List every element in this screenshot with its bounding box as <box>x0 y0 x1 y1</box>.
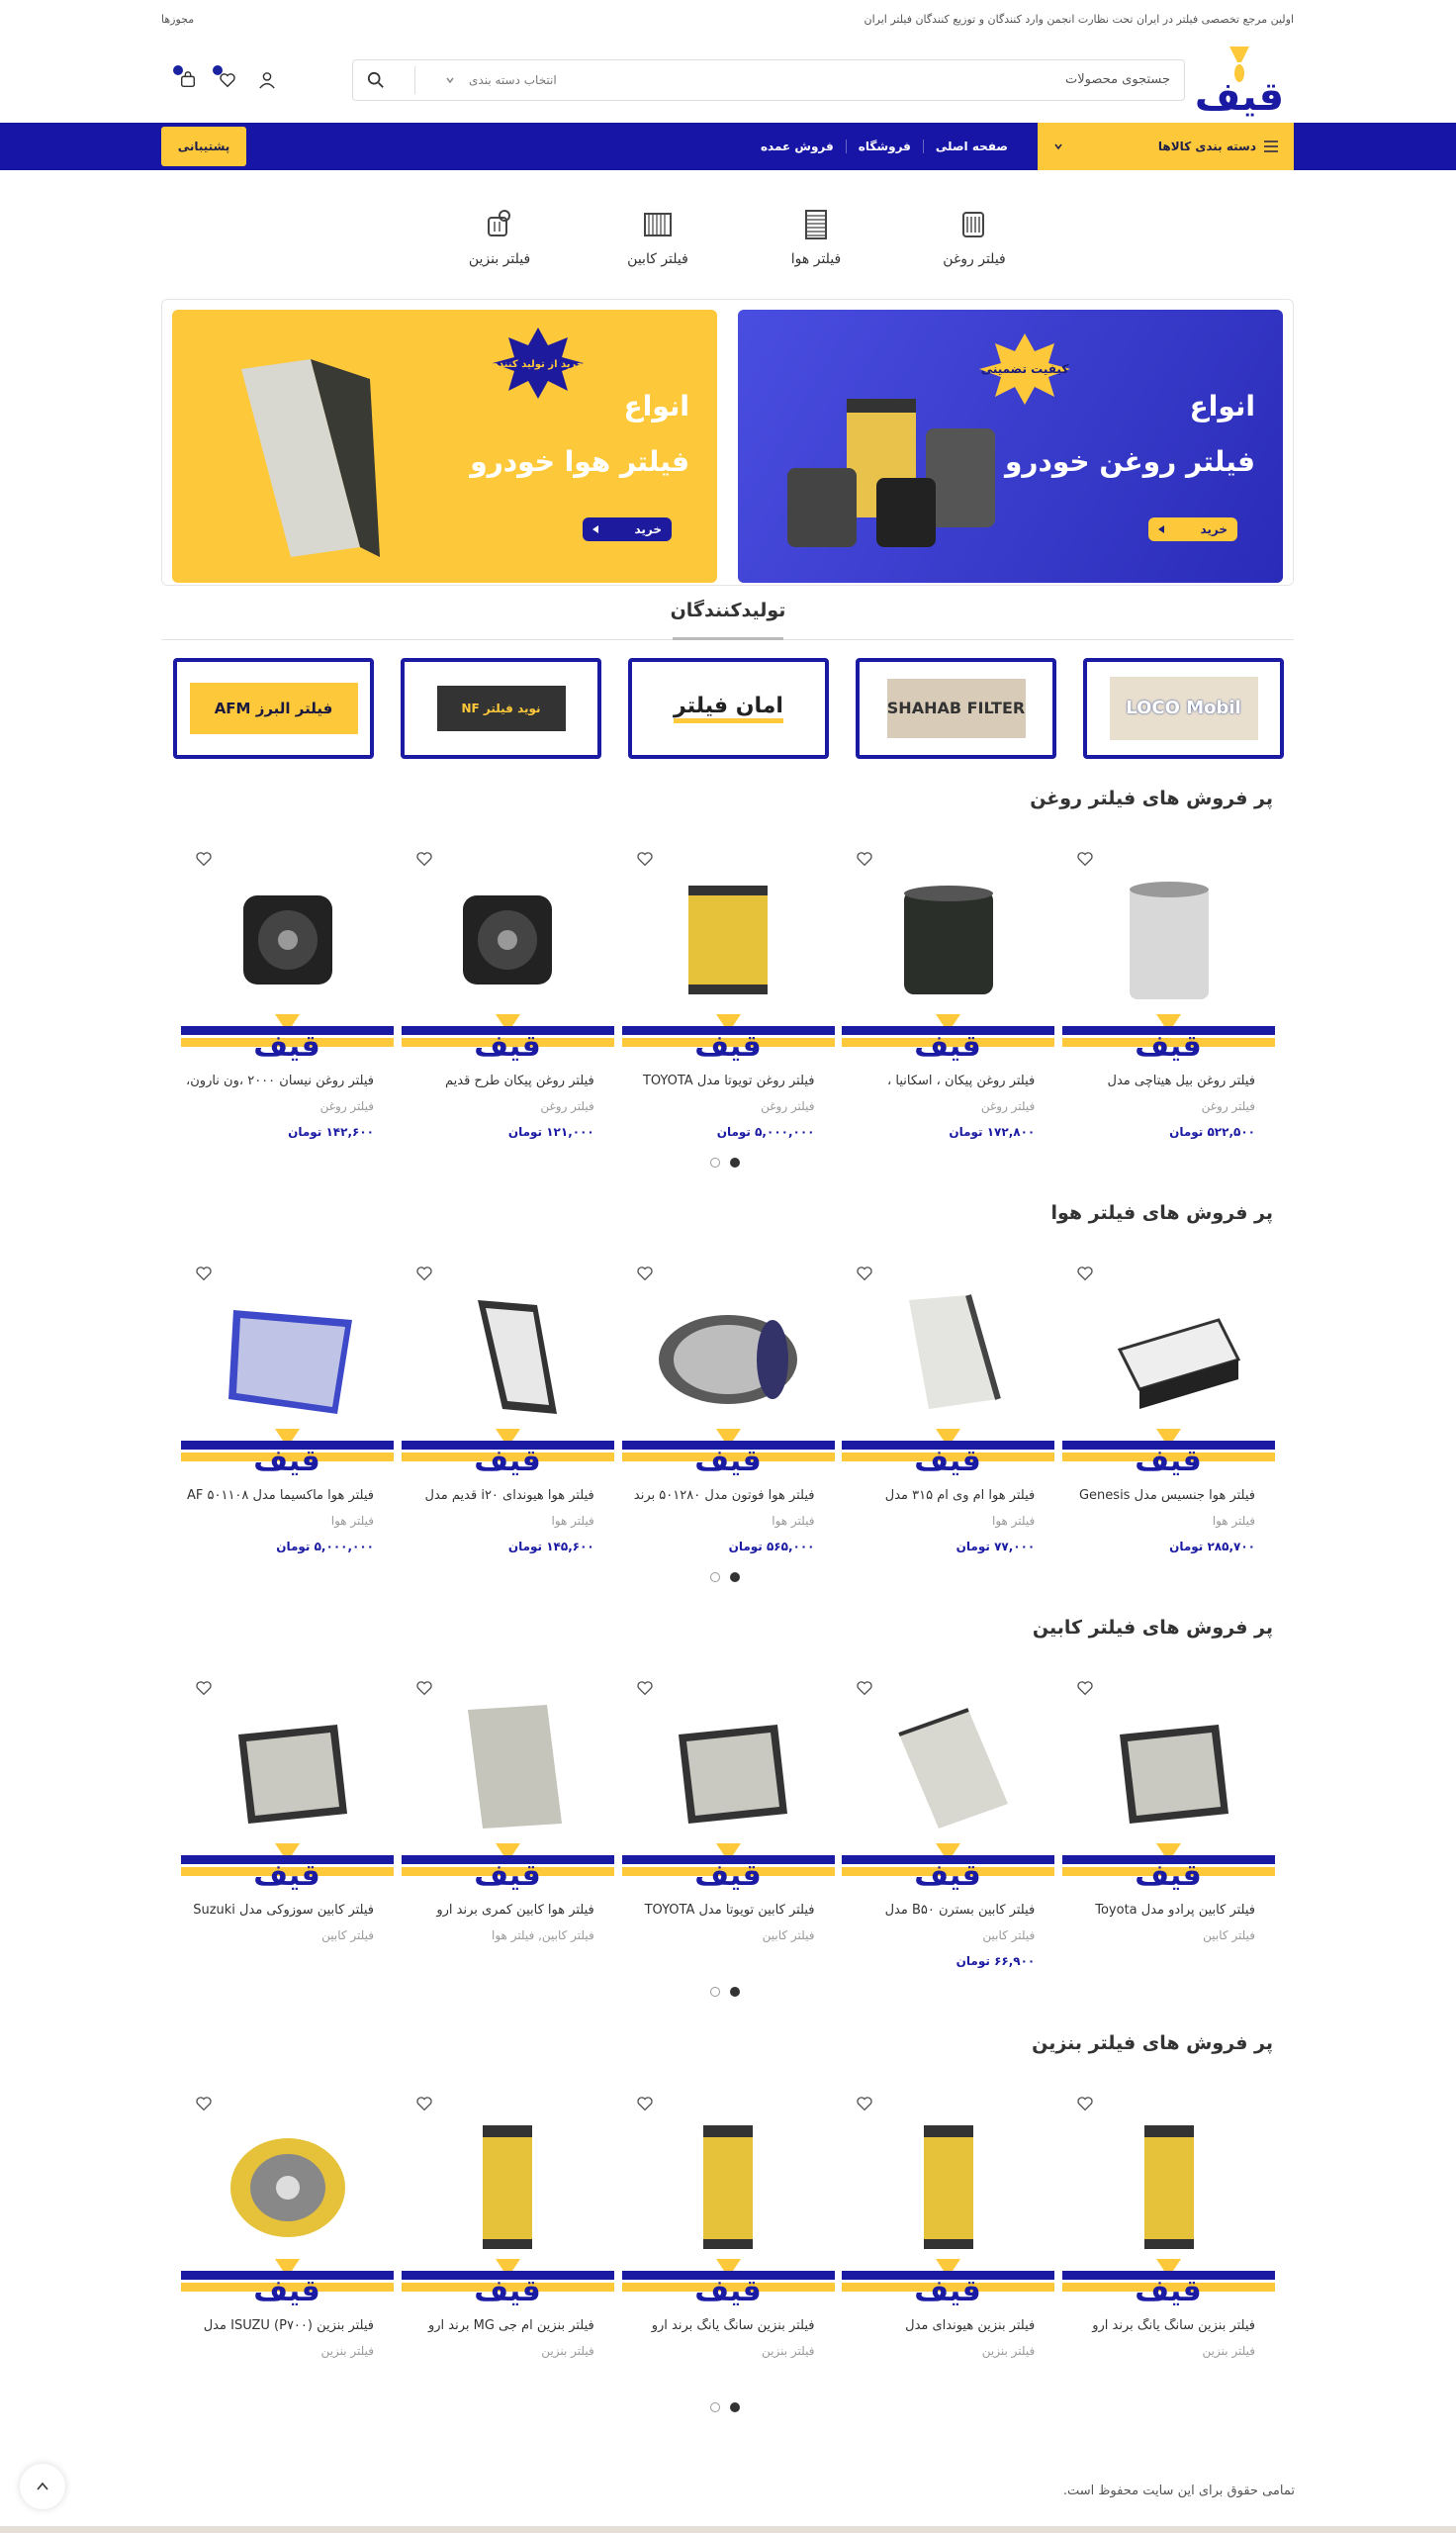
product-image[interactable] <box>842 1280 1054 1429</box>
search-input[interactable]: جستجوی محصولات <box>1065 72 1170 87</box>
product-category[interactable]: فیلتر بنزین <box>320 2344 374 2358</box>
product-category[interactable]: فیلتر بنزین <box>762 2344 815 2358</box>
product-row <box>181 1665 1275 2002</box>
carousel-dots[interactable] <box>710 2402 740 2412</box>
producer-badge-icon <box>489 324 588 403</box>
svg-text:قیف: قیف <box>473 1858 541 1891</box>
product-category[interactable]: فیلتر بنزین <box>541 2344 594 2358</box>
brand-strip-image <box>622 1012 835 1062</box>
product-image[interactable] <box>842 866 1054 1014</box>
brand-nf[interactable]: نوید فیلتر NF <box>401 658 601 759</box>
product-image[interactable] <box>181 866 394 1014</box>
section-title: پر فروش های فیلتر هوا <box>1050 1202 1273 1224</box>
banner-area <box>161 299 1294 586</box>
brand-afm[interactable]: فیلتر البرز AFM <box>173 658 374 759</box>
carousel-dot[interactable] <box>730 1158 740 1168</box>
product-card[interactable] <box>1062 1665 1275 2002</box>
product-row <box>181 836 1275 1173</box>
category-oil-filter[interactable]: فیلتر روغن <box>920 208 1029 267</box>
product-card[interactable] <box>1062 1251 1275 1587</box>
chevron-up-icon <box>36 2480 49 2493</box>
brand-strip-image <box>842 2257 1054 2306</box>
product-row <box>181 1251 1275 1587</box>
svg-text:کیفیت تضمینی: کیفیت تضمینی <box>980 362 1069 376</box>
product-card[interactable] <box>842 1665 1054 2002</box>
svg-text:قیف: قیف <box>693 1029 762 1062</box>
product-price: ۶۶,۹۰۰ تومان <box>956 1954 1036 1968</box>
svg-text:قیف: قیف <box>473 1444 541 1476</box>
product-category[interactable]: فیلتر روغن <box>980 1099 1036 1113</box>
nav-home[interactable]: صفحه اصلی <box>923 140 1020 153</box>
cabin-filter-icon <box>641 208 675 241</box>
air-filter-icon <box>799 208 833 241</box>
product-name[interactable]: فیلتر هوا ام وی ام ۳۱۵ مدل <box>884 1488 1036 1503</box>
product-name[interactable]: فیلتر کابین سوزوکی مدل Suzuki <box>193 1903 374 1918</box>
product-image[interactable] <box>842 1695 1054 1843</box>
svg-text:قیف: قیف <box>914 1444 982 1476</box>
product-price: ۵,۰۰۰,۰۰۰ تومان <box>276 1540 374 1553</box>
product-price: ۱۲۱,۰۰۰ تومان <box>507 1125 594 1139</box>
svg-text:قیف: قیف <box>1135 1858 1202 1891</box>
brand-strip-image <box>622 1841 835 1891</box>
product-category[interactable]: فیلتر روغن <box>319 1099 374 1113</box>
product-name[interactable]: فیلتر روغن پیکان طرح قدیم <box>444 1074 594 1088</box>
carousel-dot[interactable] <box>710 2402 720 2412</box>
product-category[interactable]: فیلتر کابین <box>1203 1928 1255 1942</box>
product-price: ۱۴۵,۶۰۰ تومان <box>507 1540 594 1553</box>
banner-line1: انواع <box>623 390 689 422</box>
header <box>161 38 1294 122</box>
oil-filter-icon <box>957 208 991 241</box>
carousel-dot[interactable] <box>730 2402 740 2412</box>
product-card[interactable] <box>402 1665 614 2002</box>
brand-strip-image <box>1062 1841 1275 1891</box>
product-image[interactable] <box>402 1280 614 1429</box>
nav-wholesale[interactable]: فروش عمده <box>760 140 834 153</box>
product-category[interactable]: فیلتر کابین <box>982 1928 1036 1942</box>
svg-text:قیف: قیف <box>914 1858 982 1891</box>
support-button[interactable]: پشتیبانی <box>161 127 246 166</box>
product-price: ۱۷۲,۸۰۰ تومان <box>949 1125 1036 1139</box>
brand-strip-image <box>181 1427 394 1476</box>
carousel-dot[interactable] <box>730 1572 740 1582</box>
main-nav <box>0 123 1456 170</box>
product-card[interactable] <box>181 1251 394 1587</box>
svg-text:قیف: قیف <box>473 2274 541 2306</box>
product-name[interactable]: فیلتر روغن تویوتا مدل TOYOTA <box>642 1074 815 1088</box>
search-icon[interactable] <box>367 71 385 89</box>
category-fuel-filter[interactable]: فیلتر بنزین <box>445 208 554 267</box>
product-category[interactable]: فیلتر هوا <box>772 1514 815 1528</box>
category-menu-button[interactable]: دسته بندی کالاها <box>1038 123 1294 170</box>
product-name[interactable]: فیلتر هوا ماکسیما مدل AF ۵۰۱۱۰۸ <box>187 1488 374 1503</box>
svg-text:خرید از تولید کننده: خرید از تولید کننده <box>493 359 584 370</box>
svg-text:قیف: قیف <box>1135 1029 1202 1062</box>
banner-buy-button[interactable]: خرید <box>1148 517 1237 541</box>
brand-strip-image <box>842 1427 1054 1476</box>
air-filter-image <box>222 349 390 567</box>
product-category[interactable]: فیلتر کابین, فیلتر هوا <box>492 1928 594 1942</box>
category-row <box>445 208 1029 267</box>
product-image[interactable] <box>181 1280 394 1429</box>
carousel-dots[interactable] <box>710 1987 740 1997</box>
brand-strip-image <box>622 1427 835 1476</box>
svg-text:قیف: قیف <box>693 1444 762 1476</box>
product-name[interactable]: فیلتر روغن بیل هیتاچی مدل <box>1107 1074 1255 1088</box>
brand-strip-image <box>402 1841 614 1891</box>
brands-row <box>173 658 1284 759</box>
product-card[interactable] <box>842 1251 1054 1587</box>
svg-text:قیف: قیف <box>1194 73 1285 120</box>
nav-shop[interactable]: فروشگاه <box>846 140 923 153</box>
product-card[interactable] <box>181 1665 394 2002</box>
tagline: اولین مرجع تخصصی فیلتر در ایران تحت نظارت انجمن وارد کنندگان و توزیع کنندگان فیلتر ایران <box>864 12 1294 26</box>
product-card[interactable] <box>842 836 1054 1173</box>
svg-text:قیف: قیف <box>253 1029 320 1062</box>
licenses-link[interactable]: مجوزها <box>161 12 195 26</box>
product-price: ۲۸۵,۷۰۰ تومان <box>1169 1540 1255 1553</box>
product-category[interactable]: فیلتر هوا <box>330 1514 374 1528</box>
product-image[interactable] <box>402 866 614 1014</box>
site-logo[interactable] <box>1185 41 1294 120</box>
product-category[interactable]: فیلتر کابین <box>321 1928 374 1942</box>
brand-strip-image <box>1062 1427 1275 1476</box>
product-name[interactable]: فیلتر بنزین هیوندای مدل <box>905 2318 1036 2333</box>
category-air-filter[interactable]: فیلتر هوا <box>762 208 870 267</box>
chevron-down-icon <box>445 75 455 85</box>
product-name[interactable]: فیلتر هوا کابین کمری برند آرو <box>436 1903 594 1918</box>
brand-strip-image <box>181 2257 394 2306</box>
product-image[interactable] <box>1062 2111 1275 2259</box>
svg-text:قیف: قیف <box>914 2274 982 2306</box>
brand-strip-image <box>1062 2257 1275 2306</box>
brand-strip-image <box>402 1012 614 1062</box>
fuel-filter-icon <box>483 208 516 241</box>
product-category[interactable]: فیلتر هوا <box>1212 1514 1255 1528</box>
svg-text:قیف: قیف <box>253 2274 320 2306</box>
product-name[interactable]: فیلتر روغن پیکان ، اسکانیا ، <box>887 1074 1036 1088</box>
banner-line2: فیلتر هوا خودرو <box>470 445 689 478</box>
section-title: پر فروش های فیلتر بنزین <box>1032 2032 1273 2054</box>
product-price: ۵,۰۰۰,۰۰۰ تومان <box>716 1125 815 1139</box>
product-image[interactable] <box>181 1695 394 1843</box>
product-category[interactable]: فیلتر بنزین <box>1202 2344 1255 2358</box>
carousel-dots[interactable] <box>710 1572 740 1582</box>
product-name[interactable]: فیلتر کابین تویوتا مدل TOYOTA <box>644 1903 815 1918</box>
product-image[interactable] <box>181 2111 394 2259</box>
chevron-down-icon <box>1053 141 1063 151</box>
svg-text:قیف: قیف <box>1135 2274 1202 2306</box>
carousel-dot[interactable] <box>710 1158 720 1168</box>
menu-icon <box>1264 141 1278 152</box>
carousel-dot[interactable] <box>730 1987 740 1997</box>
product-name[interactable]: فیلتر کابین بسترن B۵۰ مدل <box>884 1903 1036 1918</box>
product-image[interactable] <box>1062 1280 1275 1429</box>
brand-strip-image <box>181 1841 394 1891</box>
category-cabin-filter[interactable]: فیلتر کابین <box>603 208 712 267</box>
brand-loco[interactable]: LOCO Mobil <box>1083 658 1284 759</box>
product-image[interactable] <box>622 1280 835 1429</box>
product-card[interactable] <box>622 836 835 1173</box>
brand-aman[interactable]: امان فیلتر <box>628 658 829 759</box>
svg-text:قیف: قیف <box>693 1858 762 1891</box>
product-category[interactable]: فیلتر روغن <box>1201 1099 1255 1113</box>
section-title: پر فروش های فیلتر روغن <box>1030 788 1273 809</box>
product-name[interactable]: فیلتر بنزین سانگ یانگ برند آرو <box>651 2318 815 2333</box>
product-name[interactable]: فیلتر بنزین ISUZU (P۷۰۰) مدل <box>203 2318 374 2333</box>
category-select[interactable]: انتخاب دسته بندی <box>445 73 557 87</box>
carousel-dot[interactable] <box>710 1987 720 1997</box>
brand-strip-image <box>181 1012 394 1062</box>
svg-text:قیف: قیف <box>253 1858 320 1891</box>
product-image[interactable] <box>1062 866 1275 1014</box>
product-category[interactable]: فیلتر هوا <box>992 1514 1036 1528</box>
product-price: ۱۴۲,۶۰۰ تومان <box>288 1125 374 1139</box>
brand-strip-image <box>402 2257 614 2306</box>
product-card[interactable] <box>1062 836 1275 1173</box>
svg-text:قیف: قیف <box>473 1029 541 1062</box>
oil-filters-image <box>777 359 1015 557</box>
product-name[interactable]: فیلتر هوا فوتون مدل ۵۰۱۲۸۰ برند <box>633 1488 815 1503</box>
logo-icon <box>1185 41 1294 120</box>
product-category[interactable]: فیلتر بنزین <box>981 2344 1036 2358</box>
product-name[interactable]: فیلتر هوا هیوندای i۲۰ قدیم مدل <box>424 1488 594 1503</box>
product-category[interactable]: فیلتر روغن <box>761 1099 815 1113</box>
product-price: ۵۶۵,۰۰۰ تومان <box>728 1540 815 1553</box>
product-card[interactable] <box>622 1251 835 1587</box>
product-category[interactable]: فیلتر هوا <box>551 1514 594 1528</box>
wishlist-icon[interactable] <box>219 71 236 89</box>
banner-line2: فیلتر روغن خودرو <box>1004 445 1255 478</box>
product-name[interactable]: فیلتر هوا جنسیس مدل Genesis <box>1078 1488 1255 1503</box>
brand-strip-image <box>842 1841 1054 1891</box>
product-image[interactable] <box>842 2111 1054 2259</box>
product-image[interactable] <box>1062 1695 1275 1843</box>
arrow-left-icon <box>592 525 600 533</box>
product-image[interactable] <box>402 1695 614 1843</box>
product-category[interactable]: فیلتر روغن <box>540 1099 594 1113</box>
svg-text:قیف: قیف <box>914 1029 982 1062</box>
product-image[interactable] <box>622 2111 835 2259</box>
banner-oil-filter[interactable] <box>738 310 1283 583</box>
top-strip <box>161 0 1294 38</box>
product-image[interactable] <box>622 866 835 1014</box>
product-card[interactable] <box>1062 2081 1275 2417</box>
product-card[interactable] <box>842 2081 1054 2417</box>
svg-text:قیف: قیف <box>693 2274 762 2306</box>
user-icon[interactable] <box>258 71 276 89</box>
product-card[interactable] <box>402 836 614 1173</box>
product-card[interactable] <box>181 836 394 1173</box>
arrow-left-icon <box>1158 525 1166 533</box>
product-name[interactable]: فیلتر روغن نیسان ۲۰۰۰ ،ون نارون، <box>186 1074 374 1088</box>
product-card[interactable] <box>622 2081 835 2417</box>
product-name[interactable]: فیلتر بنزین ام جی MG برند آرو <box>427 2318 594 2333</box>
product-row <box>181 2081 1275 2417</box>
copyright: تمامی حقوق برای این سایت محفوظ است. <box>1062 2484 1295 2498</box>
svg-text:قیف: قیف <box>1135 1444 1202 1476</box>
brand-shahab[interactable]: SHAHAB FILTER <box>856 658 1056 759</box>
banner-line1: انواع <box>1189 390 1255 422</box>
product-category[interactable]: فیلتر کابین <box>762 1928 815 1942</box>
product-image[interactable] <box>622 1695 835 1843</box>
product-card[interactable] <box>181 2081 394 2417</box>
product-name[interactable]: فیلتر بنزین سانگ یانگ برند آرو <box>1092 2318 1255 2333</box>
product-card[interactable] <box>402 2081 614 2417</box>
product-name[interactable]: فیلتر کابین پرادو مدل Toyota <box>1095 1903 1255 1918</box>
back-to-top-button[interactable] <box>20 2464 65 2509</box>
product-price: ۵۲۲,۵۰۰ تومان <box>1169 1125 1255 1139</box>
product-card[interactable] <box>622 1665 835 2002</box>
banner-air-filter[interactable] <box>172 310 717 583</box>
section-title: پر فروش های فیلتر کابین <box>1032 1617 1273 1639</box>
carousel-dot[interactable] <box>710 1572 720 1582</box>
brand-strip-image <box>842 1012 1054 1062</box>
product-price: ۷۷,۰۰۰ تومان <box>956 1540 1036 1553</box>
cart-icon[interactable] <box>179 71 197 89</box>
product-image[interactable] <box>402 2111 614 2259</box>
search-bar[interactable] <box>352 59 1185 101</box>
banner-buy-button[interactable]: خرید <box>583 517 672 541</box>
carousel-dots[interactable] <box>710 1158 740 1168</box>
product-card[interactable] <box>402 1251 614 1587</box>
brand-strip-image <box>622 2257 835 2306</box>
brand-strip-image <box>1062 1012 1275 1062</box>
manufacturers-title: تولیدکنندگان <box>670 600 786 621</box>
svg-text:قیف: قیف <box>253 1444 320 1476</box>
brand-strip-image <box>402 1427 614 1476</box>
